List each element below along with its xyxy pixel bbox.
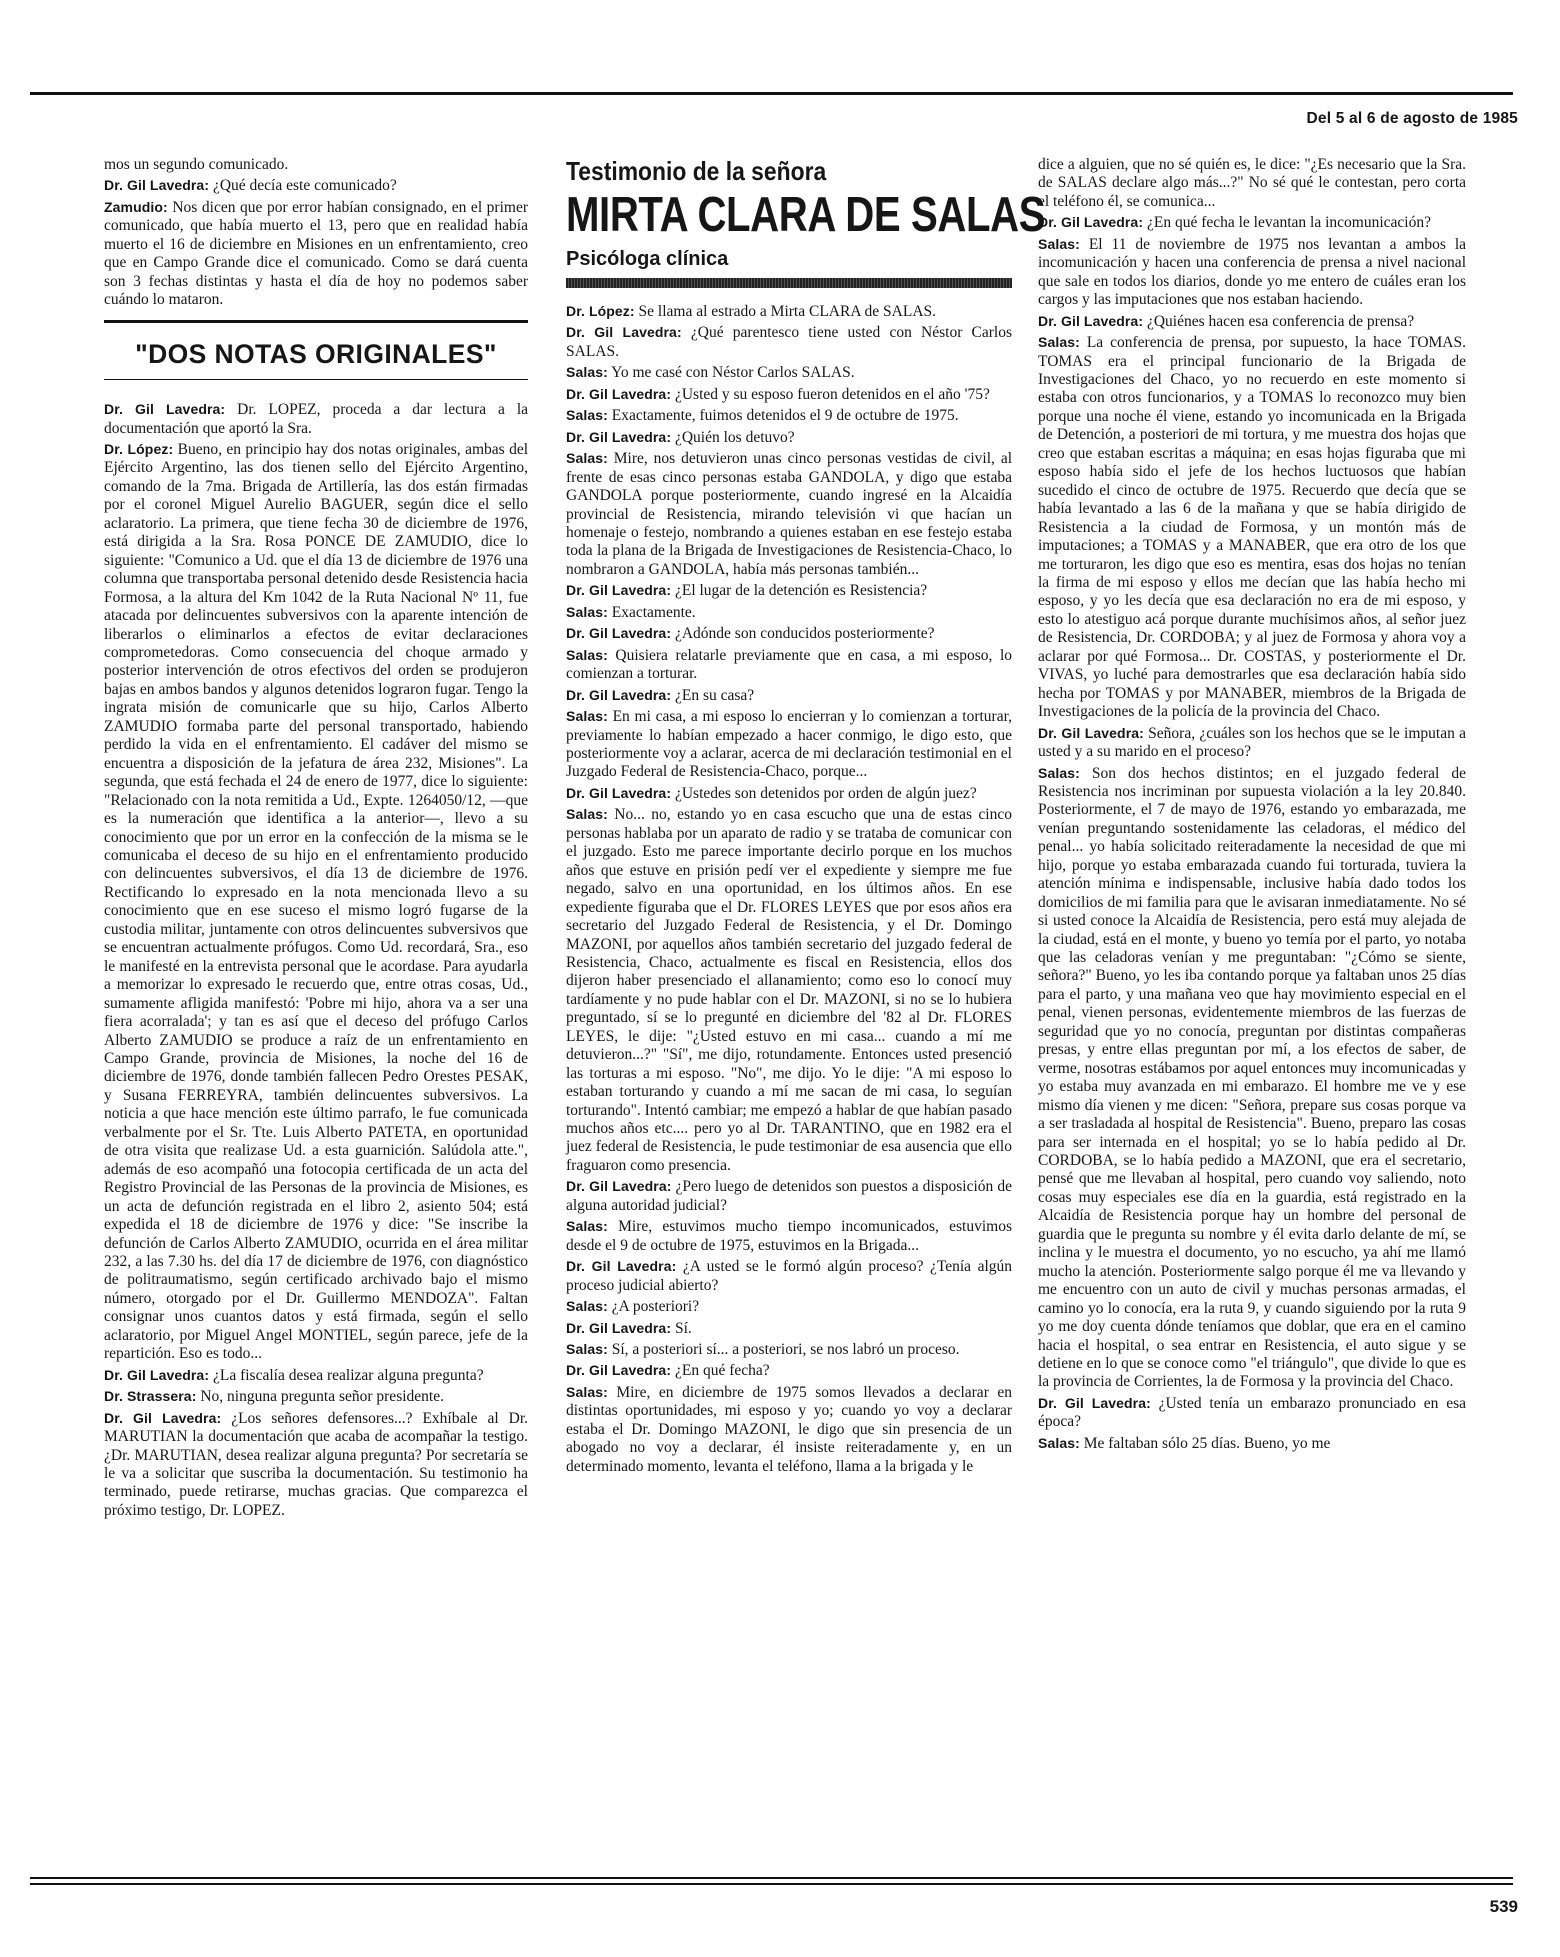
dialogue-paragraph <box>566 707 1012 782</box>
speaker-label: Salas: <box>566 1341 608 1358</box>
speaker-label: Dr. Strassera: <box>104 1388 197 1405</box>
speaker-label: Dr. Gil Lavedra: <box>566 324 682 341</box>
dialogue-paragraph <box>566 805 1012 1175</box>
dialogue-paragraph <box>566 624 1012 643</box>
speaker-label: Dr. Gil Lavedra: <box>566 625 672 642</box>
speech-text: Nos dicen que por error habían consignado, en el primer comunicado, que había muerto el 13, pero que en realidad había muerto el 16 de diciembre en Misiones en un enfrentamiento, creo que en Campo Grande dice el comunicado. Como se dará cuenta son 3 fechas distintas y hasta el día de hoy no podemos saber cuándo lo mataron. <box>104 198 528 309</box>
speech-text: ¿Adónde son conducidos posteriormente? <box>674 625 935 643</box>
speaker-label: Salas: <box>566 1383 608 1400</box>
speaker-label: Dr. Gil Lavedra: <box>566 686 672 703</box>
dialogue-paragraph <box>1038 235 1466 310</box>
speaker-label: Dr. López: <box>566 303 635 319</box>
dialogue-paragraph <box>1038 312 1466 331</box>
dialogue-paragraph <box>104 440 528 1364</box>
dialogue-paragraph <box>566 1217 1012 1255</box>
section-rule-bottom <box>104 379 528 381</box>
speech-text: No... no, estando yo en casa escucho que una de estas cinco personas hablaba por un aparato de radio y se trataba de comunicar con el juzgado. Esto me parece importante decirlo porque en los muchos años que estuve en prisión pedí ver el expediente y siempre me fue negado, salvo en una oportunidad, en los últimos años. En ese expediente figuraba que el Dr. FLORES LEYES que por esos años era secretario del Juzgado Federal de Resistencia, y el Dr. Domingo MAZONI, por aquellos años también secretario del juzgado federal de Resistencia, Chaco, actualmente es fiscal en Resistencia, ellos dos dijeron haber presenciado el allanamiento; como eso lo conocí muy tardíamente y no pude hablar con el Dr. MAZONI, si no se lo hubiera preguntado, sí se lo pregunté en diciembre del '82 al Dr. FLORES LEYES, le dije: "¿Usted estuvo en mi casa... cuando a mí me detuvieron...?" "Sí", me dijo, rotundamente. Entonces usted presenció las torturas a mi esposo. "No", me dijo. Yo le dije: "A mi esposo lo estaban torturando y cuando a mí me sacan de mi casa, lo seguían torturando". Intentó cambiar; me empezó a hablar de que habían pasado muchos años etc.... pero yo al Dr. TARANTINO, que en 1982 era el juez federal de Resistencia, le pude testimoniar de esa ausencia que ello fraguaron como presencia. <box>566 806 1012 1174</box>
speech-text: Señora, ¿cuáles son los hechos que se le imputan a usted y a su marido en el proceso? <box>1038 724 1466 761</box>
speech-text: Son dos hechos distintos; en el juzgado federal de Resistencia nos incriminan por supuesta violación a la ley 20.840. Posteriormente, el 7 de mayo de 1976, estando yo embarazada, me venían preguntando sostenidamente las celadoras, el médico del penal... yo había solicitado reiteradamente la necesidad de que mi hijo, porque yo estaba embarazada cuando fui torturada, tuviera la atención mínima e indispensable, inclusive había dado todos los domicilios de mi familia para que le avisaran inmediatamente. No sé si usted conoce la Alcaidía de Resistencia, pero está muy alejada de la ciudad, está en el monte, y bueno yo temía por el parto, yo notaba que las celadoras venían y me preguntaban: "¿Cómo se siente, señora?" Bueno, yo les iba contando porque ya faltaban unos 25 días para el parto, y una mañana veo que hay movimiento especial en el penal, vienen personas, evidentemente miembros de las fuerzas de seguridad que yo no conocía, preguntan por distintas compañeras presas, y entre ellas preguntan por mí, a los efectos de saber, de verme, nosotras estábamos por aquel entonces muy incomunicadas y yo estaba muy avanzada en mi embarazo. El hombre me ve y ese mismo día vienen y me dicen: "Señora, prepare sus cosas porque va a ser trasladada al hospital de Resistencia". Bueno, preparo las cosas para ser internada en el hospital; yo se lo había pedido al Dr. CORDOBA, se lo había pedido a MAZONI, que era el secretario, pensé que me llevaban al hospital, pero cuando voy saliendo, noto cosas muy especiales ese día en la guardia, está registrado en la Alcaidía de Resistencia porque hay un hombre del personal de guardia que le pregunta su nombre y él evita darlo delante de mí, se inclina y le muestra el documento, yo no escucho, ya ahí me llamó mucho la atención. Posteriormente salgo porque él me va llevando y me encuentro con un auto de civil y muchas personas armadas, el camino yo lo conocía, era la ruta 9, y cuando siguiendo por la ruta 9 yo me doy cuenta dónde teníamos que doblar, que era en el camino hacia el hospital, o sea entrar en Resistencia, el auto sigue y se detiene en lo que se conoce como "el triángulo", que divide lo que es la provincia de Corrientes, la de Formosa y la provincia del Chaco. <box>1038 764 1466 1391</box>
speech-text: ¿Quién los detuvo? <box>674 428 795 446</box>
dialogue-paragraph <box>104 176 528 195</box>
dialogue-paragraph <box>566 406 1012 425</box>
speech-text: Sí. <box>674 1319 692 1337</box>
speech-text: dice a alguien, que no sé quién es, le dice: "¿Es necesario que la Sra. de SALAS declare algo más...?" No sé qué le contestan, pero corta el teléfono él, se comunica... <box>1038 156 1466 210</box>
speech-text: ¿En su casa? <box>674 686 755 704</box>
speaker-label: Salas: <box>566 708 608 725</box>
speaker-label: Dr. Gil Lavedra: <box>566 1178 672 1195</box>
speaker-label: Dr. Gil Lavedra: <box>566 784 672 801</box>
column-right <box>1038 156 1466 1455</box>
speaker-label: Dr. Gil Lavedra: <box>1038 1394 1151 1411</box>
speech-text: Exactamente, fuimos detenidos el 9 de octubre de 1975. <box>611 407 959 425</box>
speech-text: ¿La fiscalía desea realizar alguna pregunta? <box>212 1366 484 1384</box>
speech-text: ¿El lugar de la detención es Resistencia? <box>674 582 928 600</box>
section-title: "DOS NOTAS ORIGINALES" <box>135 338 497 369</box>
dialogue-paragraph <box>566 302 1012 321</box>
speaker-label: Dr. Gil Lavedra: <box>1038 312 1144 329</box>
speech-text: ¿Los señores defensores...? Exhíbale al Dr. MARUTIAN la documentación que acaba de acompañar la testigo. ¿Dr. MARUTIAN, desea realizar alguna pregunta? Por secretaría se le va a solicitar que suscriba la documentación. Su testimonio ha terminado, puede retirarse, muchas gracias. Que comparezca el próximo testigo, Dr. LOPEZ. <box>104 1409 529 1519</box>
dialogue-paragraph <box>1038 764 1466 1392</box>
speech-text: mos un segundo comunicado. <box>104 156 289 173</box>
speech-text: Me faltaban sólo 25 días. Bueno, yo me <box>1083 1434 1331 1452</box>
dialogue-block-2 <box>104 400 528 1520</box>
speaker-label: Zamudio: <box>104 198 168 215</box>
issue-date: Del 5 al 6 de agosto de 1985 <box>1306 110 1518 127</box>
dialogue-paragraph <box>566 1383 1012 1476</box>
top-rule <box>30 92 1513 95</box>
speaker-label: Dr. Gil Lavedra: <box>566 1258 677 1275</box>
dialogue-paragraph <box>566 784 1012 803</box>
speaker-label: Dr. López: <box>104 441 174 458</box>
speech-text: ¿En qué fecha? <box>674 1362 770 1380</box>
speech-text: ¿Qué parentesco tiene usted con Néstor Carlos SALAS. <box>566 324 1013 360</box>
dialogue-paragraph <box>566 363 1012 382</box>
speaker-label: Salas: <box>566 364 608 381</box>
dialogue-paragraph <box>566 449 1012 579</box>
dialogue-block-1 <box>104 156 528 310</box>
speaker-label: Dr. Gil Lavedra: <box>1038 214 1144 231</box>
speaker-label: Dr. Gil Lavedra: <box>104 401 226 418</box>
speaker-label: Salas: <box>566 1298 608 1315</box>
speech-text: ¿A posteriori? <box>611 1298 700 1316</box>
dialogue-paragraph <box>566 1177 1012 1215</box>
column-left <box>104 156 528 1522</box>
dialogue-paragraph <box>1038 1394 1466 1432</box>
dialogue-paragraph <box>566 1361 1012 1380</box>
dialogue-paragraph <box>1038 1434 1466 1453</box>
dialogue-paragraph <box>566 1319 1012 1338</box>
dialogue-paragraph <box>566 686 1012 705</box>
dialogue-paragraph <box>104 400 528 438</box>
speech-text: ¿Ustedes son detenidos por orden de algún juez? <box>674 784 977 802</box>
dialogue-paragraph <box>566 1257 1012 1295</box>
speech-text: Yo me casé con Néstor Carlos SALAS. <box>611 364 855 382</box>
dialogue-paragraph <box>104 1409 528 1521</box>
speech-text: La conferencia de prensa, por supuesto, la hace TOMAS. TOMAS era el principal funcionario de la Brigada de Investigaciones del Chaco, yo no recuerdo en este momento si estaba con otros funcionarios, y a TOMAS lo reconozco muy bien porque una noche él viene, estando yo incomunicada en la Brigada de Detención, a posteriori de mi tortura, y me muestra dos hojas que creo que estaban escritas a máquina; en esas hojas figuraba que mi esposo había sido el jefe de los hechos luctuosos que habían sucedido el cinco de octubre de 1975. Recuerdo que decía que se había levantado a las 6 de la mañana y que se había dirigido de Resistencia a la ciudad de Formosa, y un montón más de imputaciones; a TOMAS y a MANABER, que era otro de los que me torturaron, les digo que eso es mentira, esas dos hojas no tenían la firma de mi esposo y ellos me decían que las había hecho mi esposo, y yo les decía que esa declaración no era de mi esposo, y esto lo atestiguo acá porque durante muchísimos años, al señor juez de Resistencia, Dr. CORDOBA; y al juez de Formosa y ahora voy a aclarar por qué Formosa... Dr. COSTAS, y posteriormente el Dr. VIVAS, yo luché para demostrarles que esa declaración había sido hecha por TOMAS y por MANABER, miembros de la Brigada de Investigaciones de la policía de la provincia del Chaco. <box>1038 334 1466 721</box>
speech-text: Dr. LOPEZ, proceda a dar lectura a la documentación que aportó la Sra. <box>104 401 529 437</box>
dialogue-paragraph <box>1038 724 1466 762</box>
speaker-label: Dr. Gil Lavedra: <box>566 582 672 599</box>
speech-text: Mire, estuvimos mucho tiempo incomunicados, estuvimos desde el 9 de octubre de 1975, estuvimos en la Brigada... <box>566 1218 1013 1254</box>
dialogue-paragraph <box>566 385 1012 404</box>
speaker-label: Dr. Gil Lavedra: <box>104 1366 210 1383</box>
dialogue-paragraph <box>104 198 528 310</box>
speech-text: El 11 de noviembre de 1975 nos levantan a ambos la incomunicación y hacen una conferencia de prensa a nivel nacional que sale en todos los diarios, donde yo me entero de cuáles eran los cargos y las imputaciones que nos estaban haciendo. <box>1038 235 1467 309</box>
speaker-label: Dr. Gil Lavedra: <box>566 1319 672 1336</box>
speaker-label: Salas: <box>1038 334 1080 351</box>
speech-text: Exactamente. <box>611 603 696 621</box>
header-bar <box>566 278 1012 288</box>
speaker-label: Salas: <box>566 603 608 620</box>
dialogue-paragraph <box>1038 333 1466 722</box>
speaker-label: Dr. Gil Lavedra: <box>104 177 210 194</box>
speech-text: ¿Quiénes hacen esa conferencia de prensa? <box>1146 312 1415 330</box>
speech-text: ¿Usted y su esposo fueron detenidos en el año '75? <box>674 385 990 403</box>
speaker-label: Salas: <box>566 646 608 663</box>
speech-text: ¿En qué fecha le levantan la incomunicación? <box>1146 214 1431 232</box>
speech-text: Mire, nos detuvieron unas cinco personas vestidas de civil, al frente de esas cinco personas estaba GANDOLA, y digo que estaba GANDOLA porque posteriormente, cuando ingresé en la Alcaidía provincial de Resistencia, mirando televisión vi que hacían un homenaje o festejo, nombrando a quienes estaban en ese festejo estaba toda la plana de la Brigada de Investigaciones de Resistencia-Chaco, lo nombraron a GANDOLA, había más personas también... <box>566 450 1013 578</box>
speech-text: No, ninguna pregunta señor presidente. <box>200 1388 444 1406</box>
dialogue-paragraph <box>566 646 1012 684</box>
witness-profession: Psicóloga clínica <box>566 248 729 270</box>
page-number: 539 <box>1489 1897 1518 1916</box>
dialogue-block-4 <box>1038 156 1466 1453</box>
bottom-rule-1 <box>30 1877 1513 1879</box>
dialogue-paragraph <box>104 1387 528 1406</box>
speech-text: ¿Usted tenía un embarazo pronunciado en esa época? <box>1038 1394 1466 1431</box>
dialogue-paragraph <box>566 603 1012 622</box>
speaker-label: Dr. Gil Lavedra: <box>566 385 672 402</box>
section-rule-top <box>104 320 528 323</box>
dialogue-paragraph <box>566 1340 1012 1359</box>
speech-text: En mi casa, a mi esposo lo encierran y lo comienzan a torturar, previamente lo habían empezado a hacer conmigo, le digo esto, que posteriormente voy a aclarar, acerca de mi declaración testimonial en el Juzgado Federal de Resistencia-Chaco, porque... <box>566 708 1012 781</box>
dialogue-paragraph <box>566 428 1012 447</box>
speaker-label: Salas: <box>566 450 608 467</box>
dialogue-paragraph <box>104 1366 528 1385</box>
dialogue-paragraph <box>1038 213 1466 232</box>
bottom-rule-2 <box>30 1883 1513 1885</box>
speech-text: ¿A usted se le formó algún proceso? ¿Tenía algún proceso judicial abierto? <box>566 1258 1013 1294</box>
speaker-label: Salas: <box>1038 235 1080 252</box>
speaker-label: Salas: <box>566 1218 608 1235</box>
speaker-label: Salas: <box>1038 1434 1080 1451</box>
speech-text: Se llama al estrado a Mirta CLARA de SALAS. <box>638 303 937 320</box>
speaker-label: Dr. Gil Lavedra: <box>566 1362 672 1379</box>
speech-text: Sí, a posteriori sí... a posteriori, se nos labró un proceso. <box>611 1341 960 1359</box>
speaker-label: Dr. Gil Lavedra: <box>566 428 672 445</box>
speaker-label: Salas: <box>1038 764 1080 781</box>
speaker-label: Salas: <box>566 407 608 424</box>
speech-text: ¿Pero luego de detenidos son puestos a disposición de alguna autoridad judicial? <box>566 1178 1012 1214</box>
speech-text: Mire, en diciembre de 1975 somos llevados a declarar en distintas oportunidades, mi esposo y yo; cuando yo voy a declarar estaba el Dr. Domingo MAZONI, le digo que sin presencia de un abogado no voy a declarar, él insiste reiteradamente y, en un determinado momento, levanta el teléfono, llama a la brigada y le <box>566 1383 1013 1475</box>
speaker-label: Salas: <box>566 806 608 823</box>
speech-text: Quisiera relatarle previamente que en casa, a mi esposo, lo comienzan a torturar. <box>566 646 1013 683</box>
dialogue-paragraph <box>104 156 528 174</box>
speaker-label: Dr. Gil Lavedra: <box>1038 724 1144 741</box>
dialogue-paragraph <box>566 1297 1012 1316</box>
dialogue-block-3 <box>566 302 1012 1476</box>
speech-text: ¿Qué decía este comunicado? <box>212 177 397 195</box>
dialogue-paragraph <box>1038 156 1466 211</box>
witness-name: MIRTA CLARA DE SALAS <box>566 188 1046 242</box>
column-center <box>566 156 1046 1478</box>
dialogue-paragraph <box>566 581 1012 600</box>
speech-text: Bueno, en principio hay dos notas originales, ambas del Ejército Argentino, las dos tienen sello del Ejército Argentino, comando de la 7ma. Brigada de Artillería, las dos están firmadas por el coronel Miguel Aurelio BAGUER, según dice el sello aclaratorio. La primera, que tiene fecha 30 de diciembre de 1976, está dirigida a la Sra. Rosa PONCE DE ZAMUDIO, dice lo siguiente: "Comunico a Ud. que el día 13 de diciembre de 1976 una columna que transportaba personal detenido desde Resistencia hacia Formosa, a la altura del Km 1042 de la Ruta Nacional Nº 11, fue atacada por delincuentes subversivos con la aparente intención de liberarlos o eliminarlos a efectos de evitar declaraciones comprometedoras. Como consecuencia del choque armado y posterior intervención de otros efectivos del orden se produjeron bajas en ambos bandos y algunos detenidos lograron fugar. Tengo la ingrata misión de comunicarle que su hijo, Carlos Alberto ZAMUDIO formaba parte del personal transportado, habiendo perdido la vida en el enfrentamiento. El cadáver del mismo se encuentra a disposición de la jefatura de área 232, Misiones". La segunda, que está fechada el 24 de enero de 1977, dice lo siguiente: "Relacionado con la nota remitida a Ud., Expte. 1264050/12, —que es la numeración que identifica a la anterior—, llevo a su conocimiento que por un error en la confección de la misma se le comunicaba el deceso de su hijo en el enfrentamiento producido con delincuentes subversivos, el día 13 de diciembre de 1976. Rectificando lo expresado en la nota mencionada llevo a su conocimiento que en ese suceso el mismo logró fugarse de la custodia militar, juntamente con otros delincuentes subversivos que se encuentran actualmente prófugos. Como Ud. recordará, Sra., eso le manifesté en la entrevista personal que le acordase. Para ayudarla a memorizar lo expresado le recuerdo que, entre otras cosas, Ud., sumamente afligida manifestó: 'Pobre mi hijo, ahora va a ser una fiera acorralada'; y tan es así que el deceso del prófugo Carlos Alberto ZAMUDIO se produce a raíz de un enfrentamiento en Campo Grande, provincia de Misiones, la noche del 16 de diciembre de 1976, donde también fallecen Pedro Orestes PESAK, y Susana FERREYRA, también delincuentes subversivos. La noticia a que hace mención este último parrafo, le fue comunicada verbalmente por el Sr. Tte. Luis Alberto PATETA, en oportunidad de otra visita que realizase Ud. a esta guarnición. Salúdola atte.", además de eso acompañó una fotocopia certificada de un acta del Registro Provincial de las Personas de la provincia de Misiones, es un acta de defunción registrada en el libro 2, asiento 504; está expedida el 18 de diciembre de 1976 y dice: "Se inscribe la defunción de Carlos Alberto ZAMUDIO, ocurrida en el área militar 232, a las 7.30 hs. del día 17 de diciembre de 1976, con diagnóstico de politraumatismo, según certificado archivado bajo el mismo número, otorgado por el Dr. Guillermo MENDOZA". Faltan consignar unos cuantos datos y está firmada, según el sello aclaratorio, por Miguel Angel MONTIEL, según parece, jefe de la repartición. Eso es todo... <box>104 441 529 1363</box>
dialogue-paragraph <box>566 323 1012 361</box>
testimony-kicker: Testimonio de la señora <box>566 156 827 186</box>
speaker-label: Dr. Gil Lavedra: <box>104 1409 222 1426</box>
